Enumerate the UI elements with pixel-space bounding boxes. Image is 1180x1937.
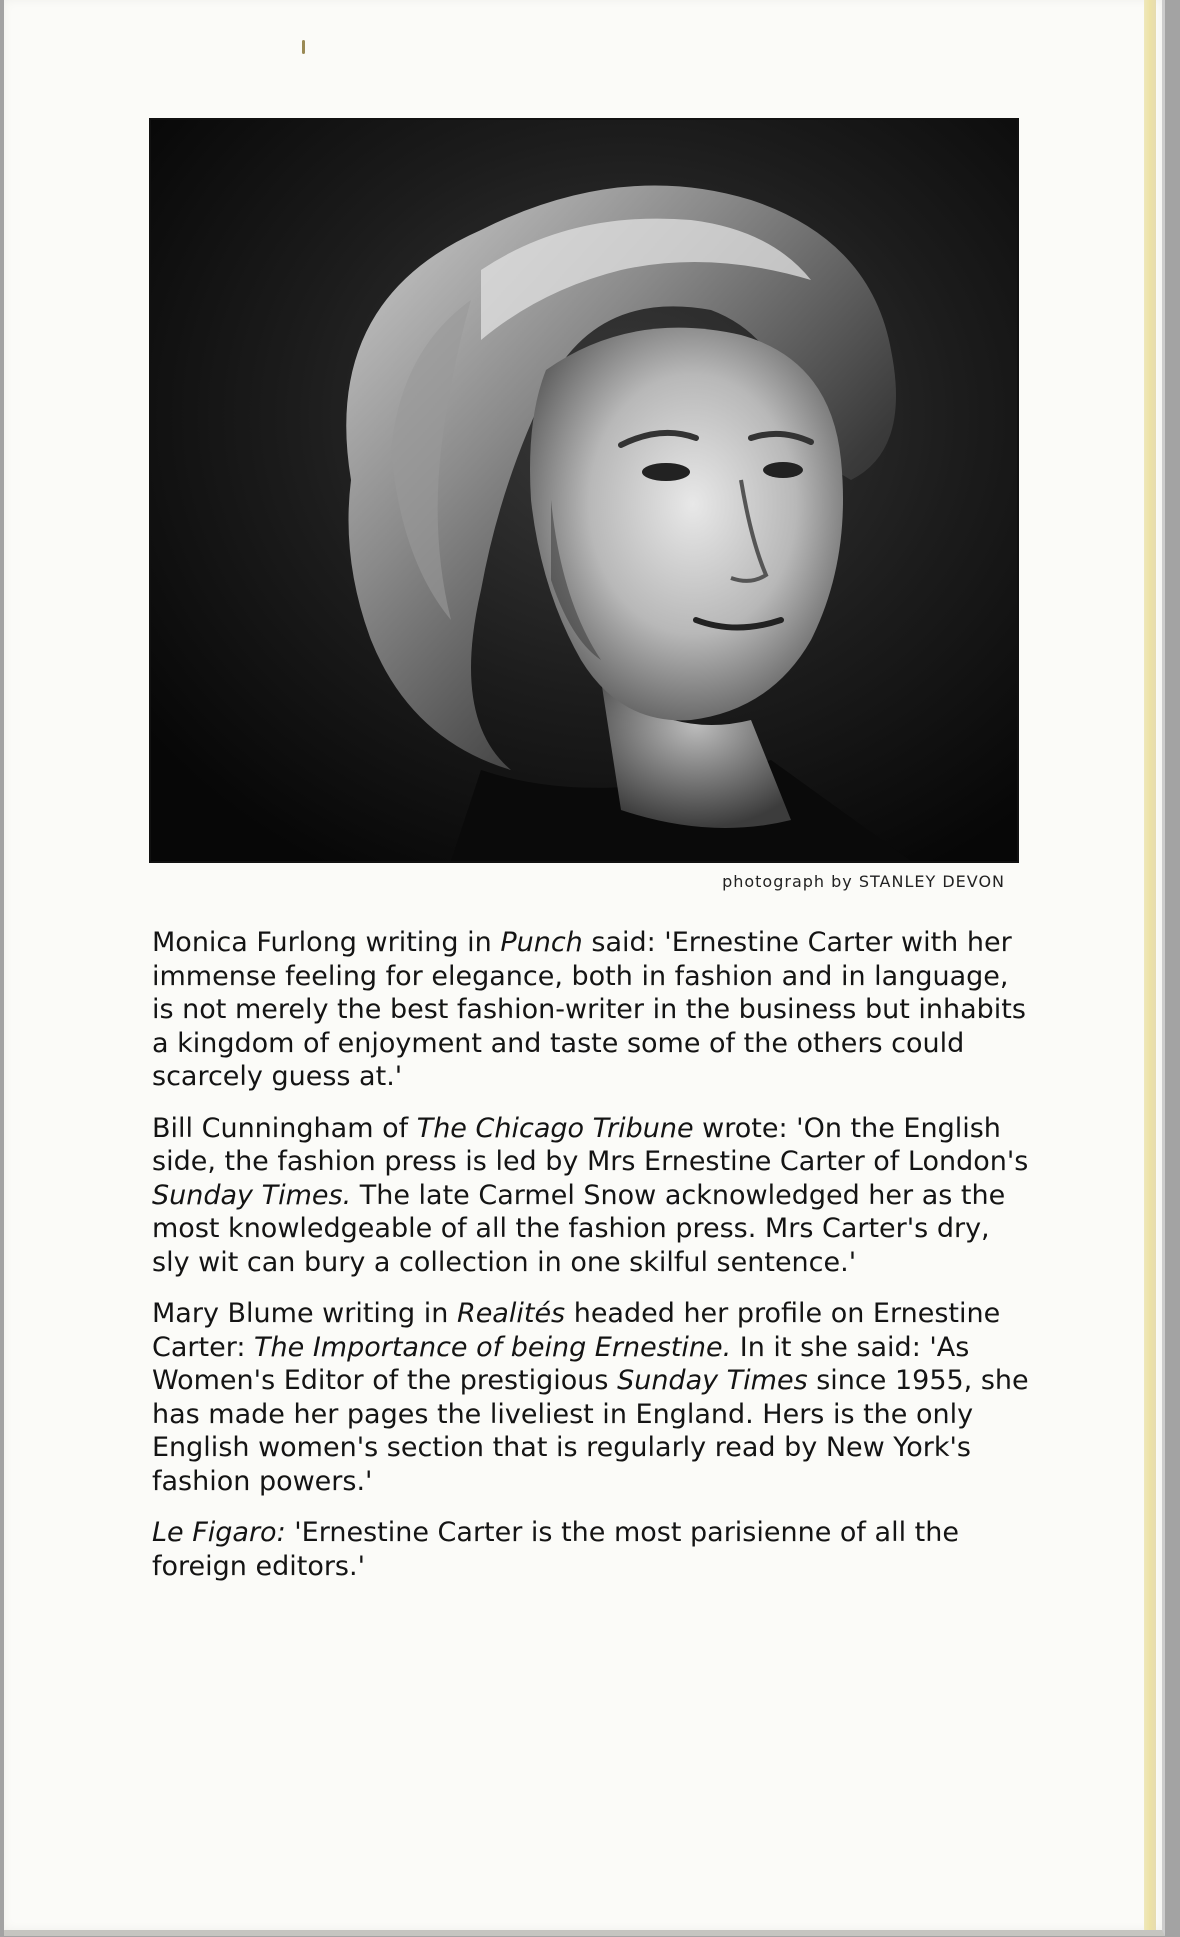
quote-le-figaro: Le Figaro: 'Ernestine Carter is the most parisienne of all the foreign editors.' [152,1517,959,1582]
review-quotes [152,926,1032,1601]
photographer-name: STANLEY DEVON [858,872,1005,891]
paper-speck [302,40,305,54]
portrait-illustration [151,120,1017,861]
spine-edge [1144,0,1156,1930]
photo-credit-prefix: photograph by [722,872,853,891]
photo-credit [722,872,1005,891]
quote-punch: Monica Furlong writing in Punch said: 'Ernestine Carter with her immense feeling for elegance, both in fashion and in language, is not merely the best fashion-writer in the business but inhabits a kingdom of enjoyment and taste some of the others could scarcely guess at.' [152,927,1026,1092]
quote-chicago-tribune: Bill Cunningham of The Chicago Tribune wrote: 'On the English side, the fashion press is led by Mrs Ernestine Carter of London's Sunday Times. The late Carmel Snow acknowledged her as the most knowledgeable of all the fashion press. Mrs Carter's dry, sly wit can bury a collection in one skilful sentence.' [152,1112,1029,1278]
back-cover [4,0,1165,1936]
quote-realites: Mary Blume writing in Realités headed her profile on Ernestine Carter: The Importance of being Ernestine. In it she said: 'As Women's Editor of the prestigious Sunday Times since 1955, she has made her pages the liveliest in England. Hers is the only English women's section that is regularly read by New York's fashion powers.' [152,1298,1029,1497]
author-photo [149,118,1019,863]
